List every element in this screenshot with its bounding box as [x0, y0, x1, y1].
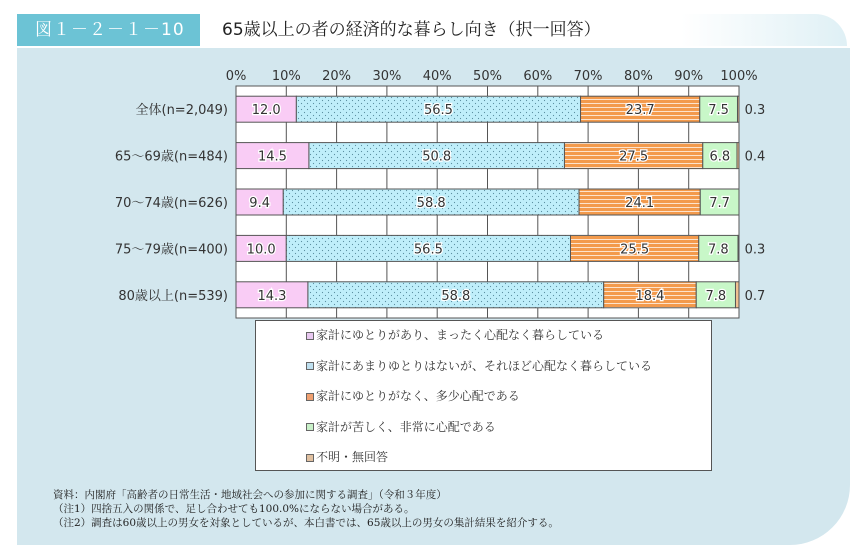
legend-swatch-icon	[306, 393, 314, 401]
legend-item	[306, 388, 520, 404]
figure-title: 65歳以上の者の経済的な暮らし向き（択一回答）	[222, 20, 601, 40]
legend-swatch-icon	[306, 362, 314, 370]
legend-item	[306, 358, 652, 374]
category-label: 70～74歳(n=626)	[114, 196, 228, 211]
legend-swatch-icon	[306, 332, 314, 340]
bar-segment	[738, 235, 739, 261]
data-label: 50.8	[422, 149, 452, 165]
data-label: 58.8	[416, 196, 446, 211]
category-label: 全体(n=2,049)	[135, 103, 228, 119]
x-tick-label: 10%	[271, 69, 301, 84]
notes	[53, 488, 559, 530]
legend-label: 不明・無回答	[316, 450, 389, 464]
data-label: 10.0	[246, 242, 276, 258]
data-label: 18.4	[635, 288, 665, 304]
category-label: 80歳以上(n=539)	[118, 288, 228, 304]
data-label: 14.5	[257, 149, 287, 165]
x-tick-label: 80%	[623, 69, 653, 84]
data-label: 6.8	[709, 149, 731, 165]
bar-segment	[737, 96, 739, 122]
note-1: （注1）四捨五入の関係で、足し合わせても100.0%にならない場合がある。	[53, 503, 415, 515]
data-label: 24.1	[625, 196, 655, 211]
data-label: 14.3	[257, 288, 287, 304]
data-label: 0.3	[744, 242, 766, 258]
legend-label: 家計が苦しく、非常に心配である	[316, 419, 496, 434]
legend-item	[306, 327, 604, 343]
data-label: 0.4	[744, 149, 766, 165]
category-label: 75～79歳(n=400)	[114, 242, 228, 258]
data-label: 0.3	[744, 103, 766, 119]
legend-swatch-icon	[306, 454, 314, 462]
x-tick-label: 90%	[674, 69, 704, 84]
legend-label: 家計にゆとりがなく、多少心配である	[316, 389, 520, 403]
note-2: （注2）調査は60歳以上の男女を対象としているが、本白書では、65歳以上の男女の集計結果を紹介する。	[53, 517, 559, 529]
data-label: 23.7	[625, 103, 655, 119]
x-tick-label: 0%	[225, 69, 247, 84]
bar-segment	[737, 143, 739, 169]
figure-label: 図１－２－１－10	[17, 14, 200, 46]
legend-swatch-icon	[306, 423, 314, 431]
data-label: 0.7	[744, 288, 766, 304]
data-label: 7.7	[709, 196, 730, 211]
x-tick-label: 40%	[422, 69, 452, 84]
legend-label: 家計にあまりゆとりはないが、それほど心配なく暮らしている	[316, 358, 653, 373]
data-label: 25.5	[620, 242, 650, 258]
data-label: 7.5	[708, 103, 729, 119]
data-label: 12.0	[251, 103, 281, 119]
x-tick-label: 20%	[322, 69, 352, 84]
data-label: 9.4	[249, 196, 270, 211]
legend-item	[306, 449, 388, 465]
legend-label: 家計にゆとりがあり、まったく心配なく暮らしている	[316, 328, 605, 342]
data-label: 56.5	[413, 242, 443, 258]
data-label: 27.5	[619, 149, 649, 165]
x-tick-label: 30%	[372, 69, 402, 84]
data-label: 58.8	[441, 288, 471, 304]
source-note: 資料：内閣府「高齢者の日常生活・地域社会への参加に関する調査」（令和３年度）	[53, 489, 447, 501]
x-tick-label: 50%	[473, 69, 502, 84]
x-tick-label: 60%	[523, 69, 553, 84]
data-label: 56.5	[423, 103, 453, 119]
legend	[255, 320, 712, 471]
x-tick-label: 100%	[720, 69, 758, 84]
data-label: 7.8	[708, 242, 729, 258]
category-label: 65～69歳(n=484)	[114, 149, 228, 165]
bar-segment	[735, 282, 739, 308]
data-label: 7.8	[705, 288, 727, 304]
x-tick-label: 70%	[573, 69, 603, 84]
legend-item	[306, 419, 496, 435]
